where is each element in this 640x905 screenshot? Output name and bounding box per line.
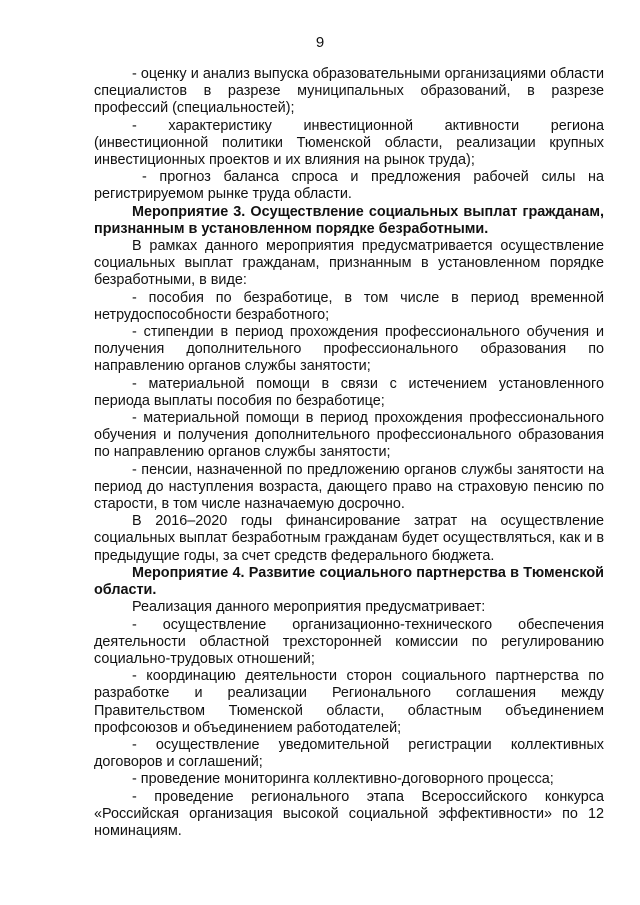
section-heading: Мероприятие 4. Развитие социального партнерства в Тюменской области. (94, 564, 604, 599)
paragraph: В 2016–2020 годы финансирование затрат на осуществление социальных выплат безработным гражданам будет осуществляться, как и в предыдущие годы, за счет средств федерального бюджета. (94, 513, 604, 564)
document-body (94, 66, 604, 840)
paragraph: - стипендии в период прохождения профессионального обучения и получения дополнительного профессионального образования по направлению органов службы занятости; (94, 324, 604, 375)
paragraph: - материальной помощи в связи с истечением установленного периода выплаты пособия по безработице; (94, 375, 604, 409)
paragraph: - проведение мониторинга коллективно-договорного процесса; (132, 771, 554, 788)
paragraph: - координацию деятельности сторон социального партнерства по разработке и реализации Регионального соглашения между Правительством Тюменской области, областным объединением профсоюзов и объединением работодателей; (94, 668, 604, 736)
paragraph: - характеристику инвестиционной активности региона (инвестиционной политики Тюменской области, реализации крупных инвестиционных проектов и их влияния на рынок труда); (94, 117, 604, 169)
paragraph: - оценку и анализ выпуска образовательными организациями области специалистов в разрезе муниципальных образований, в разрезе профессий (специальностей); (94, 66, 604, 117)
page-number: 9 (315, 34, 325, 51)
paragraph: - проведение регионального этапа Всероссийского конкурса «Российская организация высокой социальной эффективности» по 12 номинациям. (94, 788, 604, 839)
paragraph: - пенсии, назначенной по предложению органов службы занятости на период до наступления возраста, дающего право на страховую пенсию по старости, в том числе назначаемую досрочно. (94, 461, 604, 513)
paragraph: - пособия по безработице, в том числе в период временной нетрудоспособности безработного; (94, 289, 604, 323)
paragraph: В рамках данного мероприятия предусматривается осуществление социальных выплат гражданам, признанным в установленном порядке безработными, в виде: (94, 238, 604, 289)
paragraph: - осуществление организационно-технического обеспечения деятельности областной трехсторонней комиссии по регулированию социально-трудовых отношений; (94, 616, 604, 667)
paragraph: Реализация данного мероприятия предусматривает: (132, 599, 486, 616)
paragraph: - осуществление уведомительной регистрации коллективных договоров и соглашений; (94, 736, 604, 771)
paragraph: - прогноз баланса спроса и предложения рабочей силы на регистрируемом рынке труда области. (94, 169, 604, 203)
paragraph: - материальной помощи в период прохождения профессионального обучения и получения дополнительного профессионального образования по направлению органов службы занятости; (94, 410, 604, 461)
section-heading: Мероприятие 3. Осуществление социальных выплат гражданам, признанным в установленном порядке безработными. (94, 203, 604, 237)
